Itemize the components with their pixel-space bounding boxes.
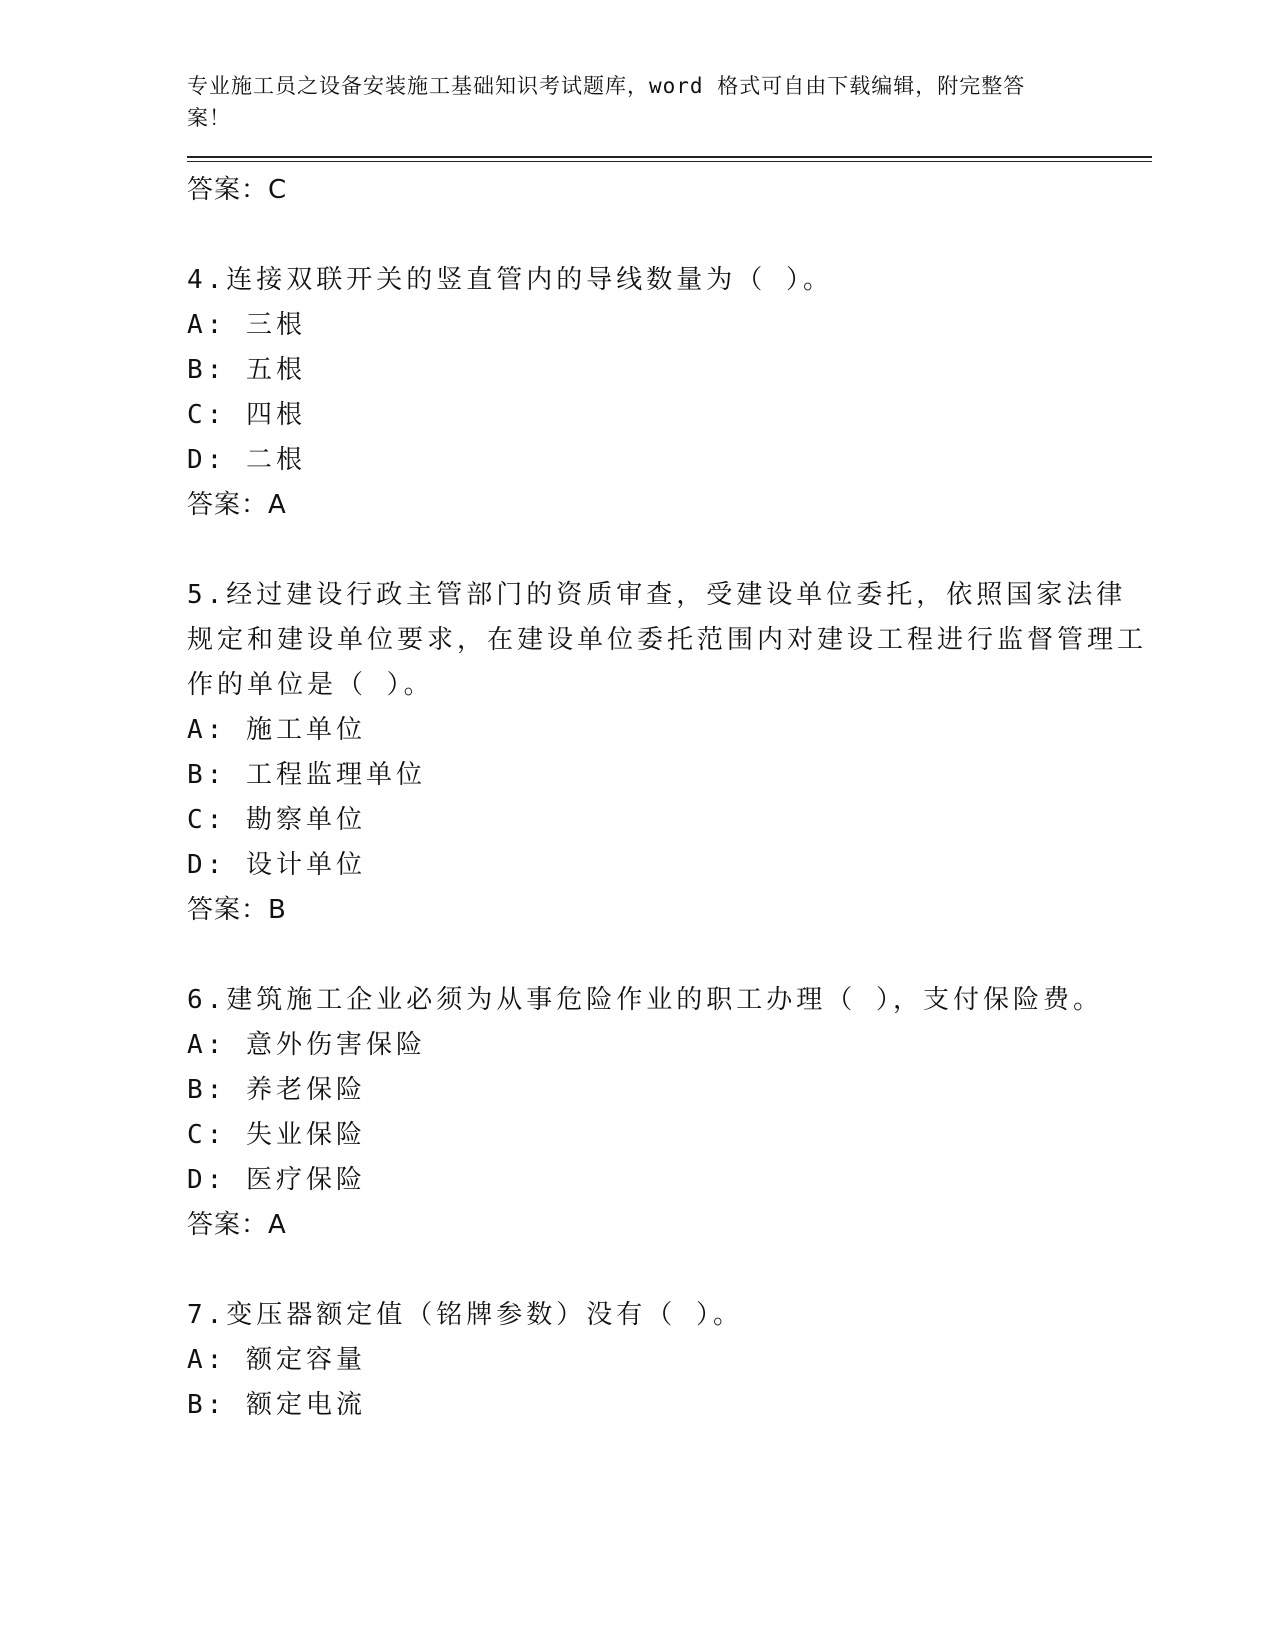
question-5-option-b: B: 工程监理单位 — [187, 760, 426, 790]
question-5-option-a: A: 施工单位 — [187, 715, 366, 745]
document-header: 专业施工员之设备安装施工基础知识考试题库，word 格式可自由下载编辑，附完整答案！ — [187, 74, 1026, 130]
question-4-option-b: B: 五根 — [187, 355, 306, 385]
question-6-text: 6.建筑施工企业必须为从事危险作业的职工办理（ ），支付保险费。 — [187, 985, 1103, 1015]
question-5-text: 5.经过建设行政主管部门的资质审查，受建设单位委托，依照国家法律规定和建设单位要求，在建设单位委托范围内对建设工程进行监督管理工作的单位是（ ）。 — [187, 580, 1148, 700]
question-5-answer: 答案：B — [187, 895, 287, 925]
question-4-text: 4.连接双联开关的竖直管内的导线数量为（ ）。 — [187, 265, 833, 295]
document-page — [187, 70, 1147, 1428]
header-divider — [187, 156, 1152, 162]
question-7-option-a: A: 额定容量 — [187, 1345, 366, 1375]
question-6-answer: 答案：A — [187, 1210, 287, 1240]
question-7-text: 7.变压器额定值（铭牌参数）没有（ ）。 — [187, 1300, 743, 1330]
answer-line: 答案：C — [187, 175, 288, 205]
question-7-option-b: B: 额定电流 — [187, 1390, 366, 1420]
question-4-answer: 答案：A — [187, 490, 287, 520]
question-4-option-c: C: 四根 — [187, 400, 306, 430]
question-4-option-d: D: 二根 — [187, 445, 306, 475]
question-4-option-a: A: 三根 — [187, 310, 306, 340]
question-6-option-b: B: 养老保险 — [187, 1075, 366, 1105]
question-5-option-d: D: 设计单位 — [187, 850, 366, 880]
question-6-option-d: D: 医疗保险 — [187, 1165, 366, 1195]
question-5-option-c: C: 勘察单位 — [187, 805, 366, 835]
question-6-option-a: A: 意外伤害保险 — [187, 1030, 426, 1060]
question-6-option-c: C: 失业保险 — [187, 1120, 366, 1150]
